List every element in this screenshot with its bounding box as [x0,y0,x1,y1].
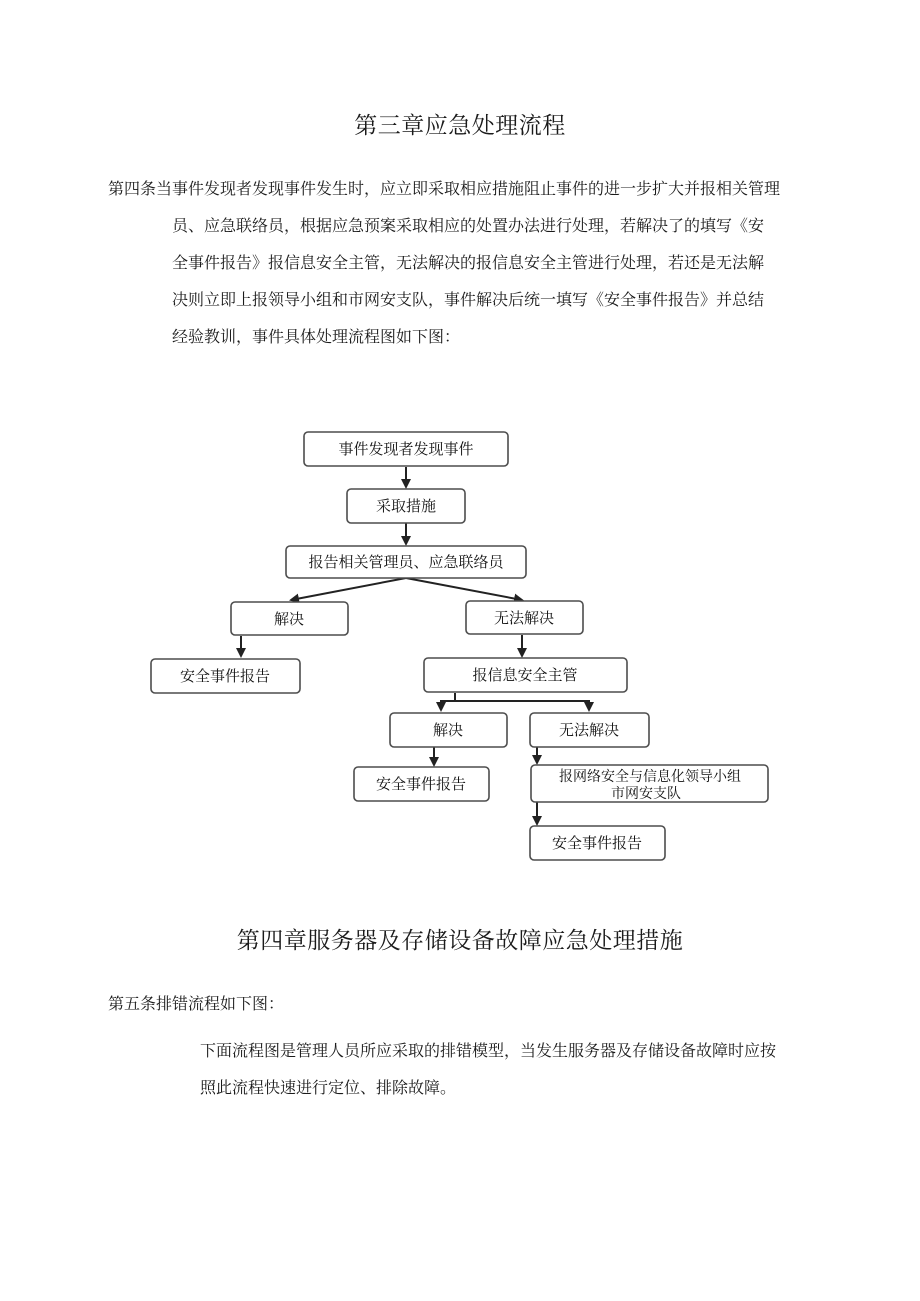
flow-node-report-leaders [531,765,768,802]
flow-node-measures [347,489,465,523]
article-4-line-4: 决则立即上报领导小组和市网安支队，事件解决后统一填写《安全事件报告》并总结 [172,290,765,309]
chapter-4-title: 第四章服务器及存储设备故障应急处理措施 [236,928,684,954]
troubleshooting-line-2: 照此流程快速进行定位、排除故障。 [200,1078,457,1097]
flow-node-security-report-1-label: 安全事件报告 [179,667,271,685]
connector-line [441,693,455,710]
article-4-line-5: 经验教训，事件具体处理流程图如下图： [172,327,461,346]
article-4-line-1: 第四条当事件发现者发现事件发生时，应立即采取相应措施阻止事件的进一步扩大并报相关管理 [108,179,781,198]
connector-line [406,578,522,600]
flow-node-report-managers [286,546,526,578]
chapter-3-title: 第三章应急处理流程 [354,113,566,139]
flow-node-resolved-1 [231,602,348,635]
troubleshooting-paragraph [200,1032,820,1106]
flow-node-resolved-1-label: 解决 [273,610,305,628]
flow-node-security-report-3 [530,826,665,860]
flow-node-report-supervisor [424,658,627,692]
article-5-heading: 第五条排错流程如下图： [108,994,285,1013]
flow-node-security-report-1 [151,659,300,693]
troubleshooting-line-1: 下面流程图是管理人员所应采取的排错模型，当发生服务器及存储设备故障时应按 [200,1041,777,1060]
flow-node-unresolved-1-label: 无法解决 [493,609,555,627]
connector-line [455,701,589,710]
flow-node-unresolved-1 [466,601,583,634]
flow-node-report-supervisor-label: 报信息安全主管 [472,666,578,684]
flow-node-measures-label: 采取措施 [375,497,437,515]
connector-line [291,578,406,600]
flow-node-report-managers-label: 报告相关管理员、应急联络员 [308,553,504,571]
flow-node-report-leaders-line-2: 市网安支队 [611,786,681,802]
flow-node-resolved-2 [390,713,507,747]
flow-node-unresolved-2 [530,713,649,747]
flow-node-security-report-3-label: 安全事件报告 [551,834,643,852]
article-4-line-2: 员、应急联络员，根据应急预案采取相应的处置办法进行处理，若解决了的填写《安 [172,216,765,235]
flow-node-report-leaders-line-1: 报网络安全与信息化领导小组 [559,769,741,785]
flow-node-discover-label: 事件发现者发现事件 [338,440,474,458]
flow-node-discover [304,432,508,466]
flow-node-unresolved-2-label: 无法解决 [558,721,620,739]
article-4-line-3: 全事件报告》报信息安全主管，无法解决的报信息安全主管进行处理，若还是无法解 [172,253,765,272]
flow-node-security-report-2-label: 安全事件报告 [375,775,467,793]
flow-node-security-report-2 [354,767,489,801]
flow-node-resolved-2-label: 解决 [432,721,464,739]
